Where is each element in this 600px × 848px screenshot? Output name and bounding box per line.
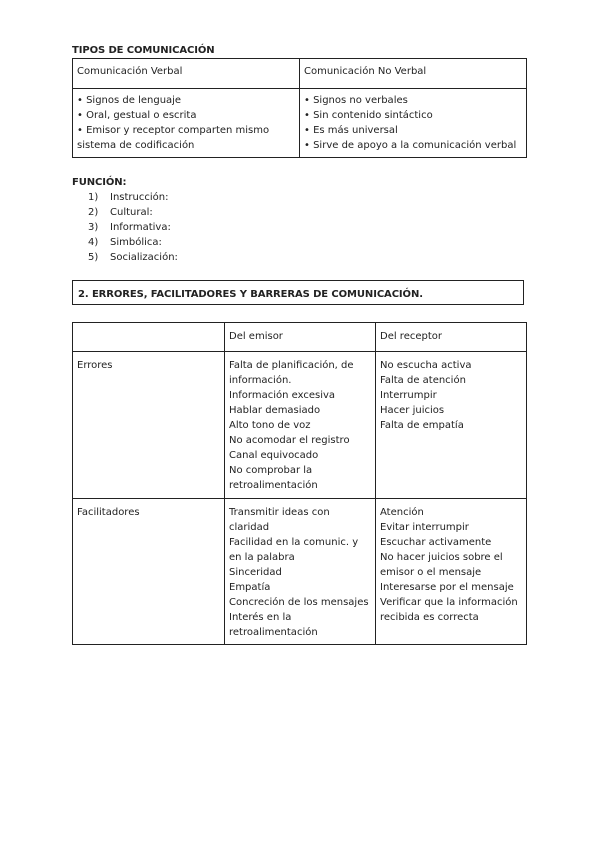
list-item: No comprobar la retroalimentación xyxy=(229,465,318,491)
list-item: Empatía xyxy=(229,582,271,593)
list-item: Falta de atención xyxy=(380,375,466,386)
table-row xyxy=(73,499,527,645)
list-item: • Signos de lenguaje xyxy=(77,95,182,106)
section-title-funcion: FUNCIÓN: xyxy=(72,177,127,188)
section-title-box xyxy=(72,280,524,305)
list-item: Interesarse por el mensaje xyxy=(380,582,514,593)
facilitadores-receptor-cell xyxy=(376,499,527,645)
table-row xyxy=(73,89,527,158)
section-title-tipos: TIPOS DE COMUNICACIÓN xyxy=(72,45,215,56)
header-empty xyxy=(73,323,225,352)
list-item: • Signos no verbales xyxy=(304,95,408,106)
list-item: Falta de planificación, de información. xyxy=(229,360,354,386)
list-item: Verificar que la información recibida es correcta xyxy=(380,597,518,623)
list-item: 5) Socialización: xyxy=(88,252,178,263)
errores-receptor-cell xyxy=(376,352,527,499)
list-item: Canal equivocado xyxy=(229,450,319,461)
table-header-row xyxy=(73,59,527,89)
list-item: No escucha activa xyxy=(380,360,472,371)
list-item: No hacer juicios sobre el emisor o el mensaje xyxy=(380,552,503,578)
verbal-list xyxy=(73,89,300,158)
list-item: Evitar interrumpir xyxy=(380,522,469,533)
list-item: • Sin contenido sintáctico xyxy=(304,110,433,121)
list-item: 2) Cultural: xyxy=(88,207,153,218)
facilitadores-emisor-cell xyxy=(225,499,376,645)
list-item: Sinceridad xyxy=(229,567,282,578)
list-item: • Es más universal xyxy=(304,125,398,136)
list-item: Interés en la retroalimentación xyxy=(229,612,318,638)
list-item: Falta de empatía xyxy=(380,420,464,431)
list-item: 3) Informativa: xyxy=(88,222,171,233)
list-item: No acomodar el registro xyxy=(229,435,350,446)
list-item: Facilidad en la comunic. y en la palabra xyxy=(229,537,359,563)
no-verbal-list xyxy=(300,89,527,158)
tipos-comunicacion-table xyxy=(72,58,527,158)
list-item: • Emisor y receptor comparten mismo sistema de codificación xyxy=(77,125,270,151)
errores-emisor-cell xyxy=(225,352,376,499)
list-item: Interrumpir xyxy=(380,390,437,401)
list-item: Alto tono de voz xyxy=(229,420,311,431)
row-label-errores: Errores xyxy=(73,352,225,499)
list-item: Atención xyxy=(380,507,424,518)
list-item: • Oral, gestual o escrita xyxy=(77,110,197,121)
section-title-errores: 2. ERRORES, FACILITADORES Y BARRERAS DE COMUNICACIÓN. xyxy=(78,289,423,300)
list-item: Concreción de los mensajes xyxy=(229,597,369,608)
list-item: Hacer juicios xyxy=(380,405,445,416)
table-header-row xyxy=(73,323,527,352)
list-item: 1) Instrucción: xyxy=(88,192,169,203)
list-item: Hablar demasiado xyxy=(229,405,321,416)
list-item: Información excesiva xyxy=(229,390,336,401)
list-item: • Sirve de apoyo a la comunicación verbal xyxy=(304,140,517,151)
list-item: Escuchar activamente xyxy=(380,537,492,548)
list-item: Transmitir ideas con claridad xyxy=(229,507,330,533)
list-item: 4) Simbólica: xyxy=(88,237,162,248)
header-emisor: Del emisor xyxy=(225,323,376,352)
table-row xyxy=(73,352,527,499)
funcion-list xyxy=(88,190,178,265)
header-receptor: Del receptor xyxy=(376,323,527,352)
row-label-facilitadores: Facilitadores xyxy=(73,499,225,645)
errores-facilitadores-table xyxy=(72,322,527,645)
header-no-verbal: Comunicación No Verbal xyxy=(300,59,527,89)
header-verbal: Comunicación Verbal xyxy=(73,59,300,89)
